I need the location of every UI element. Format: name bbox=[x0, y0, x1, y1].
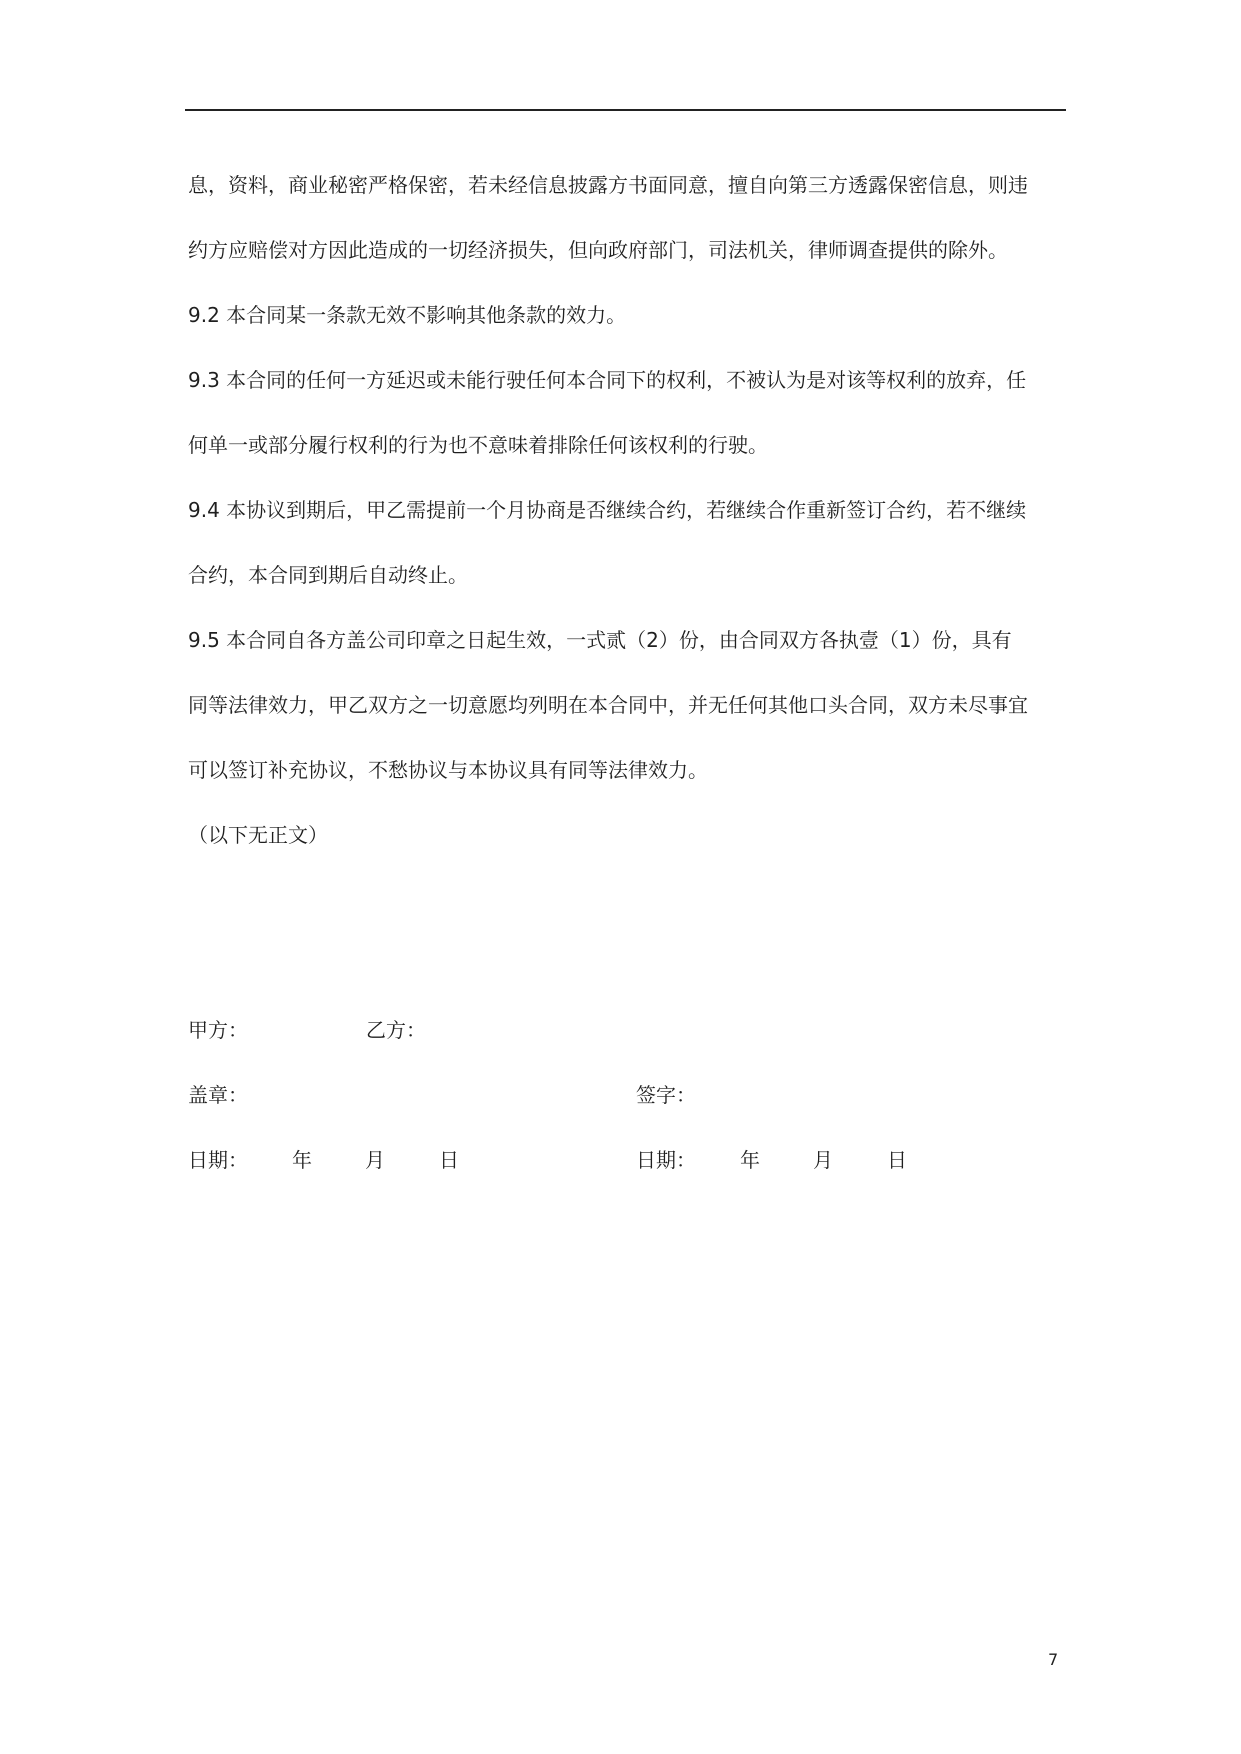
party-a-label: 甲方： bbox=[188, 1018, 248, 1042]
date-label-right: 日期： bbox=[636, 1148, 696, 1172]
clause-9-5-line-1: 9.5 本合同自各方盖公司印章之日起生效，一式贰（2）份，由合同双方各执壹（1）份，具有 bbox=[188, 628, 1012, 652]
header-rule bbox=[185, 109, 1066, 111]
body-line-1: 息，资料，商业秘密严格保密，若未经信息披露方书面同意，擅自向第三方透露保密信息，则违 bbox=[188, 173, 1028, 197]
date-year-right: 年 bbox=[740, 1148, 760, 1172]
sign-label: 签字： bbox=[636, 1083, 696, 1107]
date-day-right: 日 bbox=[887, 1148, 907, 1172]
clause-9-5-line-2: 同等法律效力，甲乙双方之一切意愿均列明在本合同中，并无任何其他口头合同，双方未尽事宜 bbox=[188, 693, 1028, 717]
clause-9-2: 9.2 本合同某一条款无效不影响其他条款的效力。 bbox=[188, 303, 627, 327]
clause-9-4-line-2: 合约，本合同到期后自动终止。 bbox=[188, 563, 468, 587]
clause-9-3-line-1: 9.3 本合同的任何一方延迟或未能行驶任何本合同下的权利，不被认为是对该等权利的放弃，任 bbox=[188, 368, 1027, 392]
date-year-left: 年 bbox=[292, 1148, 312, 1172]
date-month-right: 月 bbox=[813, 1148, 833, 1172]
seal-label: 盖章： bbox=[188, 1083, 248, 1107]
clause-9-5-line-3: 可以签订补充协议，不愁协议与本协议具有同等法律效力。 bbox=[188, 758, 708, 782]
clause-9-3-line-2: 何单一或部分履行权利的行为也不意味着排除任何该权利的行驶。 bbox=[188, 433, 768, 457]
body-line-2: 约方应赔偿对方因此造成的一切经济损失，但向政府部门，司法机关，律师调查提供的除外。 bbox=[188, 238, 1008, 262]
clause-9-4-line-1: 9.4 本协议到期后，甲乙需提前一个月协商是否继续合约，若继续合作重新签订合约，若不继续 bbox=[188, 498, 1027, 522]
page-number: 7 bbox=[1048, 1650, 1059, 1669]
date-label-left: 日期： bbox=[188, 1148, 248, 1172]
no-text-below-note: （以下无正文） bbox=[188, 823, 328, 847]
date-day-left: 日 bbox=[439, 1148, 459, 1172]
party-b-label: 乙方： bbox=[366, 1018, 426, 1042]
date-month-left: 月 bbox=[365, 1148, 385, 1172]
